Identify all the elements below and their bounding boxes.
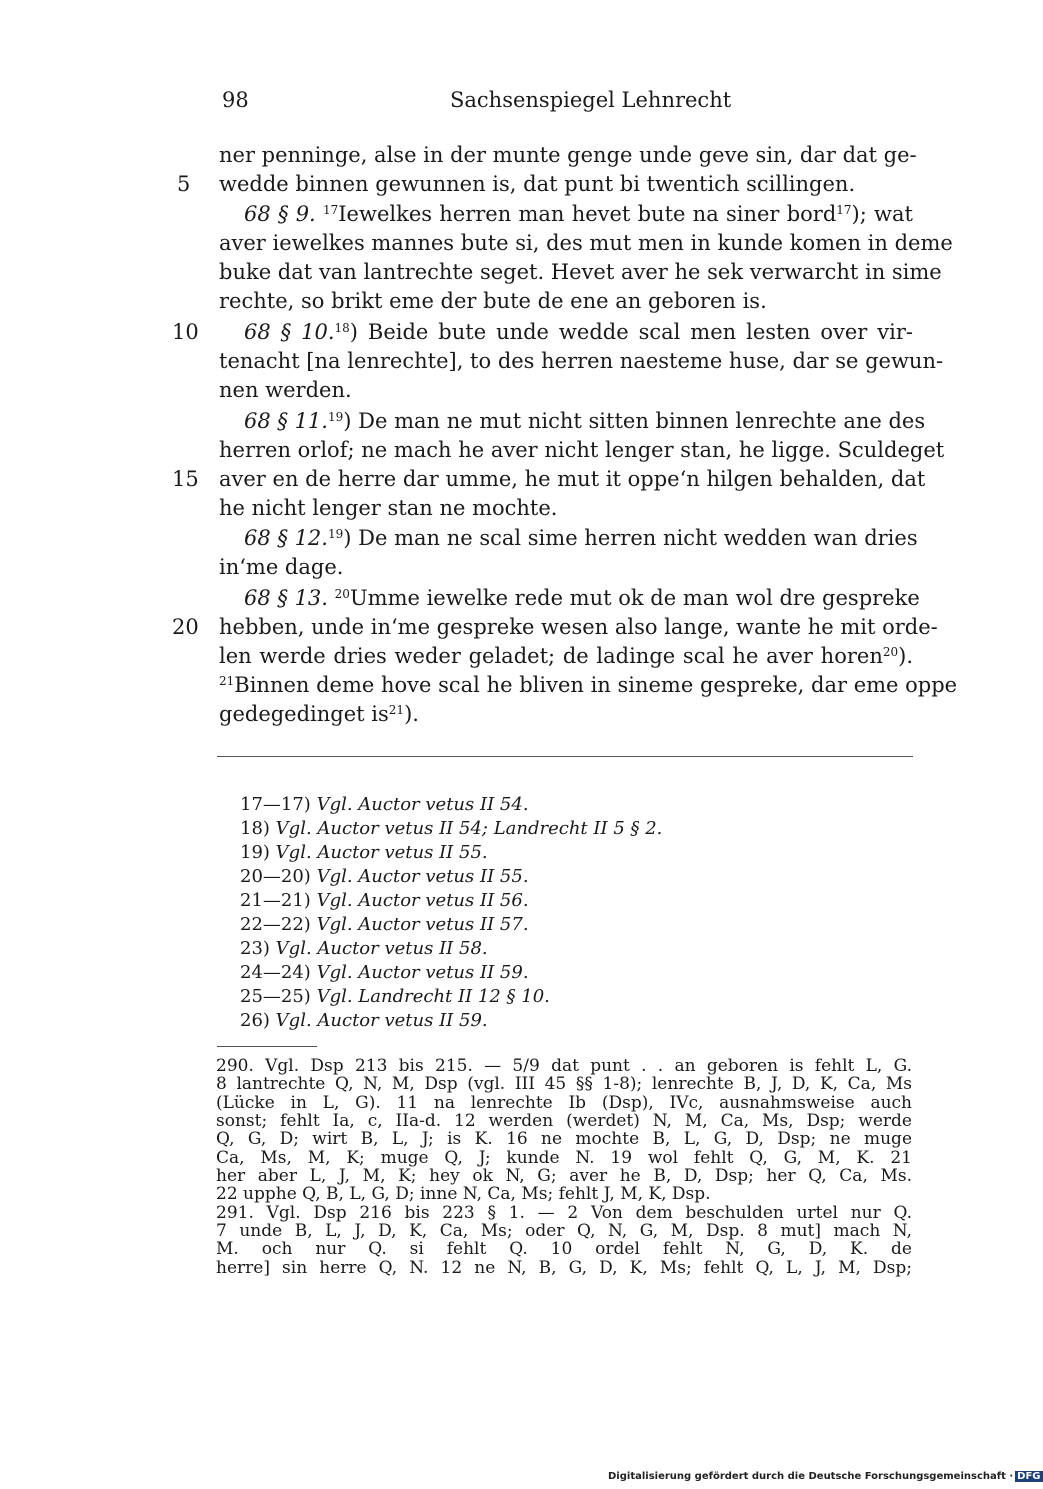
- apparatus-divider: [217, 1046, 317, 1047]
- text-line: aver iewelkes mannes bute si, des mut men in kunde komen in deme: [219, 231, 953, 255]
- footnote: 21—21) Vgl. Auctor vetus II 56.: [240, 890, 529, 911]
- apparatus-line: (Lücke in L, G). 11 na lenrechte Ib (Dsp), IVc, ausnahmsweise auch: [216, 1093, 912, 1113]
- text-line: 68 § 11.19) De man ne mut nicht sitten binnen lenrechte ane des: [244, 409, 926, 433]
- footnote-mark: 20: [882, 645, 899, 659]
- footnote-mark: 19: [327, 527, 344, 541]
- footnote-mark: 17: [836, 203, 852, 217]
- text-line: gedegedinget $is^{21}$).: [219, 702, 419, 726]
- text-line: buke dat van lantrechte seget. Hevet aver he sek verwarcht in sime: [219, 260, 942, 284]
- text-line: 68 § 10.18) Beide bute unde wedde scal men lesten over vir-: [244, 320, 913, 344]
- apparatus-line: 22 upphe Q, B, L, G, D; inne N, Ca, Ms; fehlt J, M, K, Dsp.: [216, 1184, 711, 1204]
- section-ref: 68 § 13.: [244, 586, 328, 610]
- apparatus-line: herre] sin herre Q, N. 12 ne N, B, G, D, K, Ms; fehlt Q, L, J, M, Dsp;: [216, 1258, 912, 1278]
- section-ref: 68 § 11.: [244, 409, 328, 433]
- footnote: 18) Vgl. Auctor vetus II 54; Landrecht II 5 § 2.: [240, 818, 663, 839]
- apparatus-line: sonst; fehlt Ia, c, IIa-d. 12 werden (werdet) N, M, Ca, Ms, Dsp; werde: [216, 1111, 912, 1131]
- footnote-mark: 19: [327, 410, 344, 424]
- footnote: 23) Vgl. Auctor vetus II 58.: [240, 938, 488, 959]
- text-line: hebben, unde in‘me gespreke wesen also lange, wante he mit orde-: [219, 615, 938, 639]
- footnote: 19) Vgl. Auctor vetus II 55.: [240, 842, 488, 863]
- footnote-divider: [217, 756, 913, 757]
- apparatus-line: 8 lantrechte Q, N, M, Dsp (vgl. III 45 §§ 1-8); lenrechte B, J, D, K, Ca, Ms: [216, 1074, 912, 1094]
- apparatus-line: her aber L, J, M, K; hey ok N, G; aver he B, D, Dsp; her Q, Ca, Ms.: [216, 1166, 912, 1186]
- text-line: in‘me dage.: [219, 555, 344, 579]
- line-number: 20: [172, 615, 199, 639]
- text-line: $^{21}$Binnen deme hove scal he bliven in sineme gespreke, dar eme oppe: [219, 673, 958, 697]
- line-number: 10: [172, 320, 199, 344]
- running-title: Sachsenspiegel Lehnrecht: [450, 88, 732, 112]
- text-line: 68 § 9. $^{17}$Iewelkes herren man hevet bute na siner bord$^{17}$); wat: [244, 202, 913, 226]
- footnote-mark: 21: [388, 703, 405, 717]
- section-ref: 68 § 9.: [244, 202, 316, 226]
- footnote-mark: 17: [322, 203, 339, 217]
- apparatus-line: Q, G, D; wirt B, L, J; is K. 16 ne mochte B, L, G, D, Dsp; ne muge: [216, 1129, 912, 1149]
- footnote: 26) Vgl. Auctor vetus II 59.: [240, 1010, 488, 1031]
- section-ref: 68 § 12.: [244, 526, 328, 550]
- text-line: ner penninge, alse in der munte genge unde geve sin, dar dat ge-: [219, 143, 917, 167]
- text-line: len werde dries weder geladet; de ladinge scal he aver horen$^{20}$).: [219, 644, 913, 668]
- footnote: 25—25) Vgl. Landrecht II 12 § 10.: [240, 986, 550, 1007]
- apparatus-line: 290. Vgl. Dsp 213 bis 215. — 5/9 dat punt . . an geboren is fehlt L, G.: [216, 1056, 912, 1076]
- text-line: rechte, so brikt eme der bute de ene an geboren is.: [219, 289, 767, 313]
- footnote-mark: 18: [334, 321, 350, 335]
- apparatus-line: M. och nur Q. si fehlt Q. 10 ordel fehlt N, G, D, K. de: [216, 1239, 912, 1259]
- text-line: nen werden.: [219, 378, 352, 402]
- digitization-notice: Digitalisierung gefördert durch die Deutsche Forschungsgemeinschaft · DFG: [608, 1471, 1041, 1482]
- footnote-mark: 21: [219, 674, 235, 688]
- text-line: wedde binnen gewunnen is, dat punt bi twentich scillingen.: [219, 172, 856, 196]
- footnote: 20—20) Vgl. Auctor vetus II 55.: [240, 866, 529, 887]
- line-number: 5: [177, 172, 191, 196]
- text-line: aver en de herre dar umme, he mut it oppe‘n hilgen behalden, dat: [219, 467, 926, 491]
- apparatus-line: 7 unde B, L, J, D, K, Ca, Ms; oder Q, N, G, M, Dsp. 8 mut] mach N,: [216, 1221, 912, 1241]
- footnote: 24—24) Vgl. Auctor vetus II 59.: [240, 962, 529, 983]
- footnote-mark: 20: [334, 587, 350, 601]
- text-line: herren orlof; ne mach he aver nicht lenger stan, he ligge. Sculdeget: [219, 438, 945, 462]
- page-number: 98: [222, 88, 249, 112]
- footnote: 17—17) Vgl. Auctor vetus II 54.: [240, 794, 529, 815]
- text-line: tenacht [na lenrechte], to des herren naesteme huse, dar se gewun-: [219, 349, 944, 373]
- text-line: he nicht lenger stan ne mochte.: [219, 496, 558, 520]
- footnote: 22—22) Vgl. Auctor vetus II 57.: [240, 914, 529, 935]
- text-line: 68 § 13. $^{20}$Umme iewelke rede mut ok de man wol dre gespreke: [244, 586, 920, 610]
- section-ref: 68 § 10.: [244, 320, 335, 344]
- line-number: 15: [172, 467, 199, 491]
- dfg-logo: DFG: [1017, 1471, 1041, 1482]
- text-line: 68 § 12.19) De man ne scal sime herren nicht wedden wan dries: [244, 526, 918, 550]
- apparatus-line: 291. Vgl. Dsp 216 bis 223 § 1. — 2 Von dem beschulden urtel nur Q.: [216, 1203, 912, 1223]
- apparatus-line: Ca, Ms, M, K; muge Q, J; kunde N. 19 wol fehlt Q, G, M, K. 21: [216, 1148, 912, 1168]
